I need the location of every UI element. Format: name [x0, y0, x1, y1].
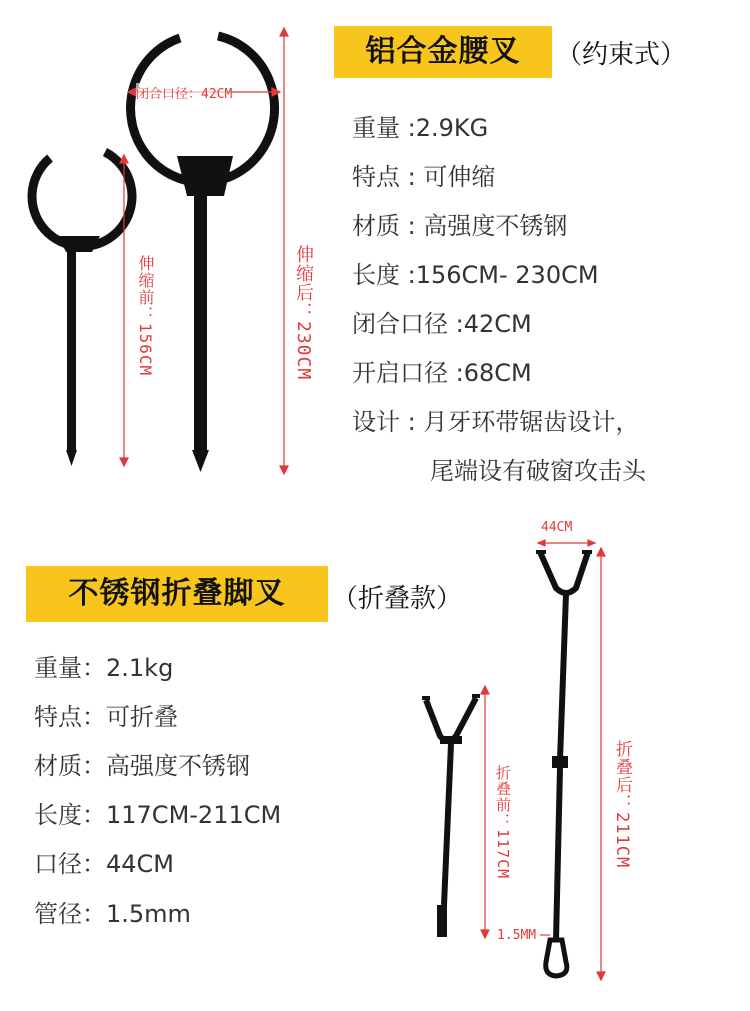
section2-title: 不锈钢折叠脚叉 — [26, 566, 328, 622]
section1-title: 铝合金腰叉 — [334, 26, 552, 78]
spec2-diameter: 口径：44CM — [34, 850, 175, 878]
spec2-tube: 管径：1.5mm — [34, 900, 191, 928]
spec2-feature: 特点：可折叠 — [34, 703, 178, 731]
spec-closed-diameter: 闭合口径 :42CM — [352, 310, 532, 338]
after-extension-label: 伸缩后：230CM — [293, 245, 314, 381]
spec-design: 设计 : 月牙环带锯齿设计， — [352, 408, 640, 436]
width-label: 44CM — [541, 520, 573, 535]
after-fold-label: 折叠后：211CM — [612, 740, 632, 869]
spec-open-diameter: 开启口径 :68CM — [352, 359, 532, 387]
spec-material: 材质 : 高强度不锈钢 — [352, 212, 568, 240]
tube-label: 1.5MM — [497, 928, 537, 943]
spec-length: 长度 :156CM- 230CM — [352, 261, 599, 289]
before-extension-label: 伸缩前：156CM — [136, 255, 155, 377]
before-fold-label: 折叠前：117CM — [494, 765, 512, 880]
spec2-weight: 重量：2.1kg — [34, 654, 174, 682]
spec-feature: 特点 : 可伸缩 — [352, 163, 496, 191]
spec-weight: 重量 :2.9KG — [352, 114, 489, 142]
spec-design-continued: 尾端设有破窗攻击头 — [430, 457, 646, 485]
spec2-material: 材质：高强度不锈钢 — [34, 752, 250, 780]
section2-subtitle: （折叠款） — [332, 584, 463, 614]
spec2-length: 长度：117CM-211CM — [34, 801, 282, 829]
section1-subtitle: （约束式） — [556, 40, 687, 70]
closed-diameter-label: 闭合口径：42CM — [136, 83, 232, 102]
